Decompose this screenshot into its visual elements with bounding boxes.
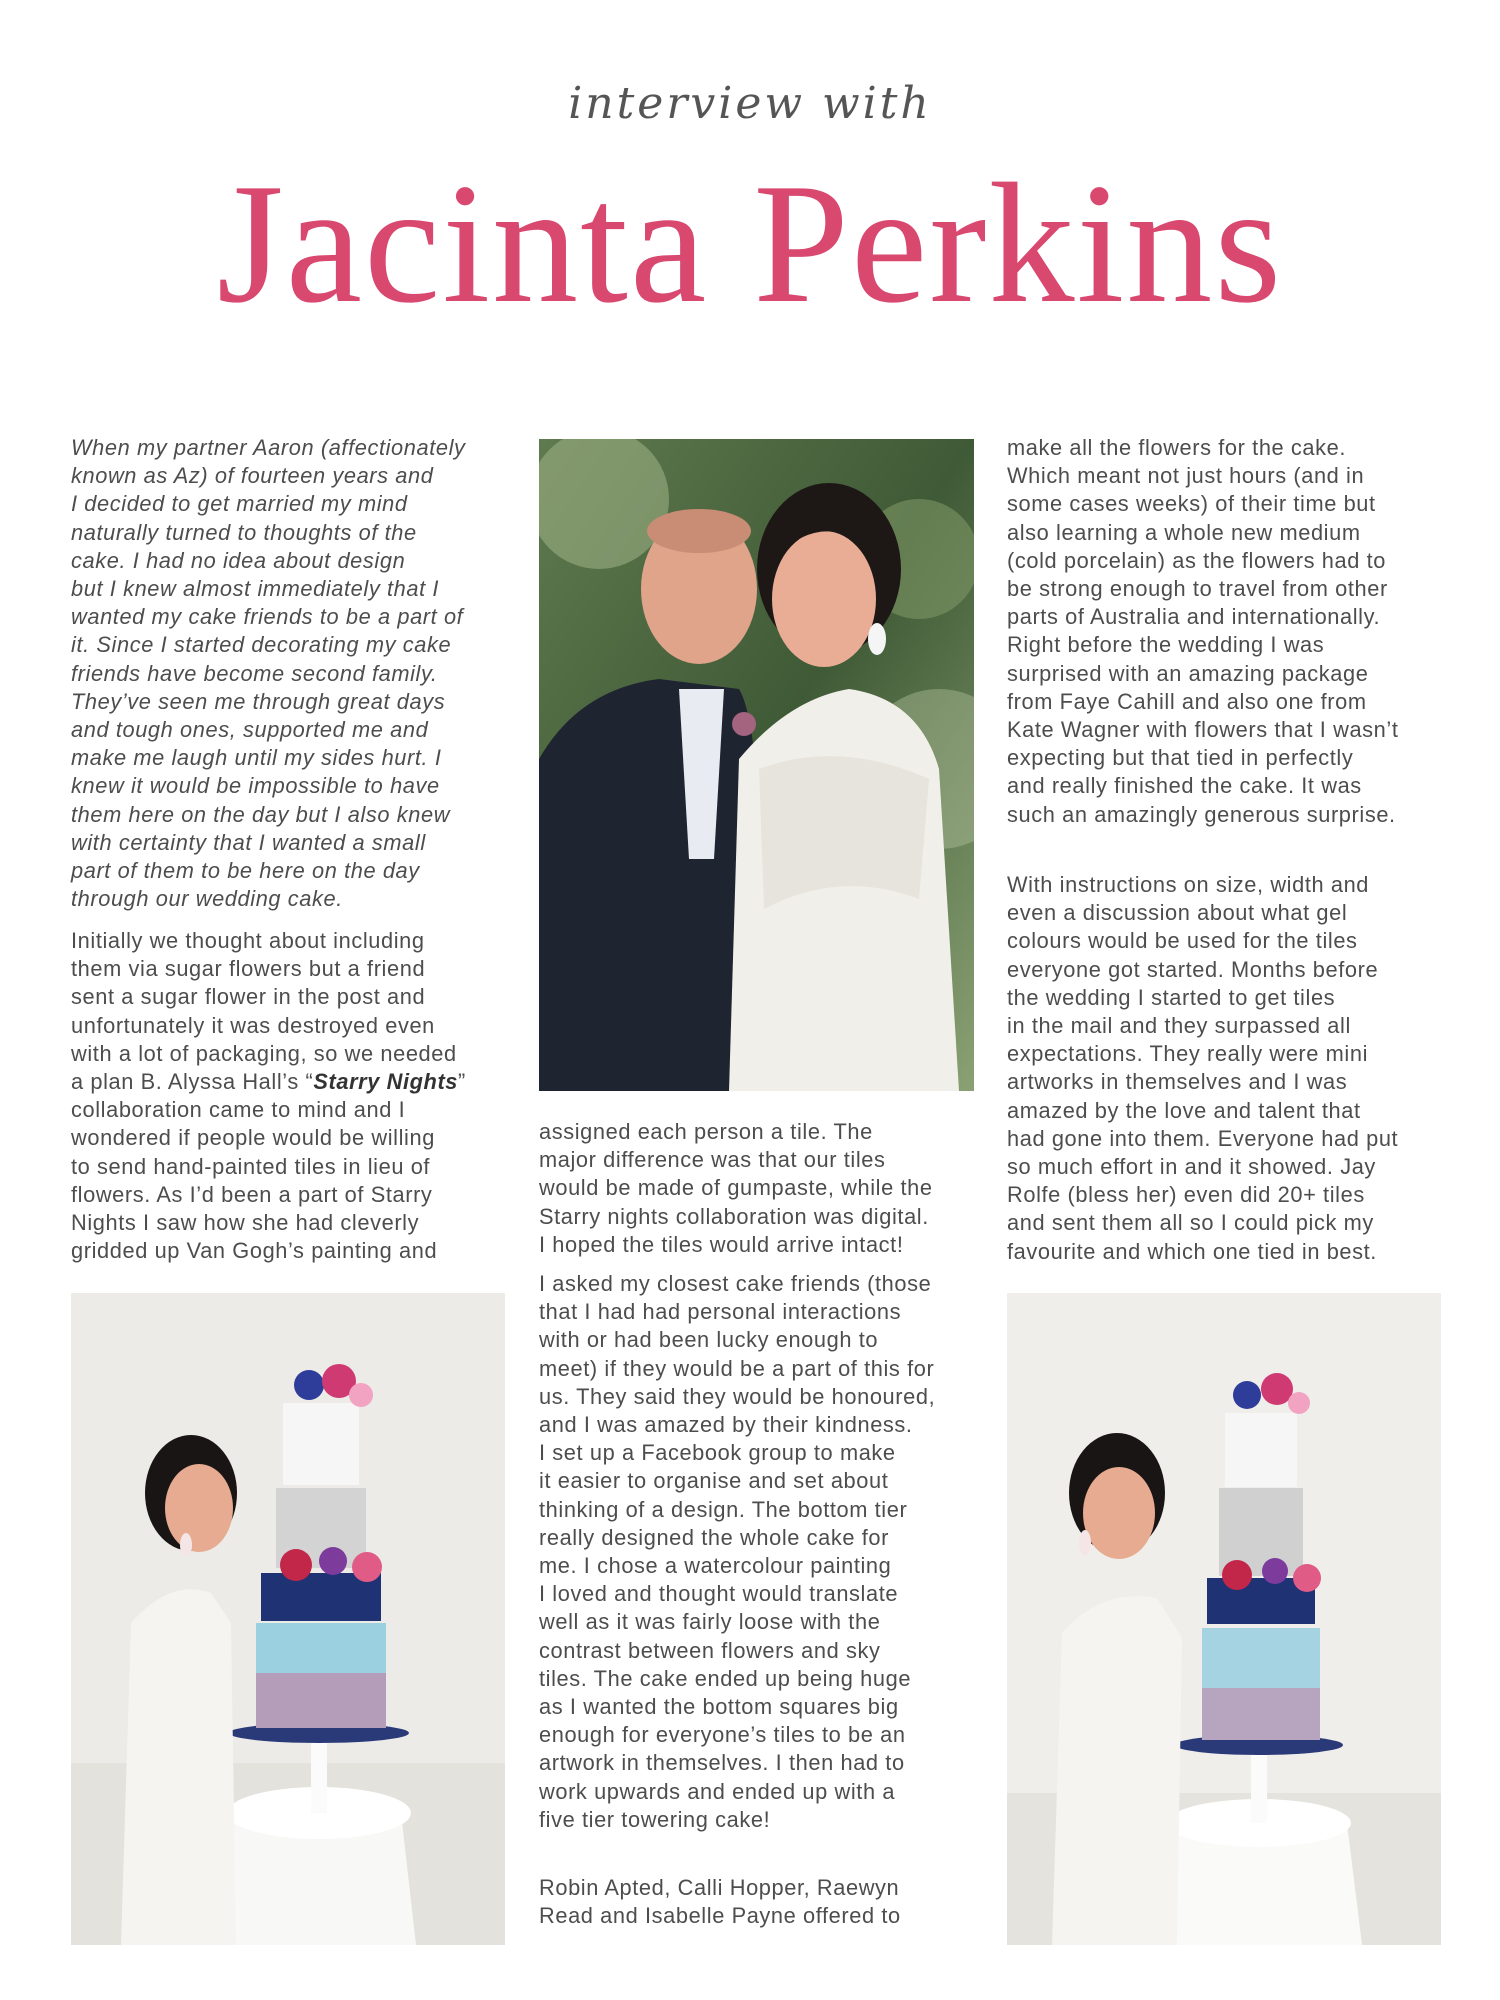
page-title: Jacinta Perkins: [216, 149, 1284, 339]
body-paragraph-6: With instructions on size, width and even a discussion about what gel colours would be used for the tiles everyone got started. Months before the wedding I started to get tiles in the mail and they surpassed all expectations. They really were mini artworks in themselves and I was amazed by the love and talent that had gone into them. Everyone had put so much effort in and it showed. Jay Rolfe (bless her) even did 20+ tiles and sent them all so I could pick my favourite and which one tied in best.: [1007, 872, 1399, 1264]
interview-kicker: interview with: [568, 78, 932, 129]
body-paragraph-5: make all the flowers for the cake. Which meant not just hours (and in some cases weeks) of their time but also learning a whole new medium (cold porcelain) as the flowers had to be strong enough to travel from other parts of Australia and internationally. Right before the wedding I was surprised with an amazing package from Faye Cahill and also one from Kate Wagner with flowers that I wasn’t expecting but that tied in perfectly and really finished the cake. It was such an amazingly generous surprise.: [1007, 435, 1399, 827]
cake-standing-photo: [1007, 1293, 1441, 1945]
body-paragraph-3: I asked my closest cake friends (those that I had had personal interactions with or had been lucky enough to meet) if they would be a part of this for us. They said they would be honoured, and I was amazed by their kindness. I set up a Facebook group to make it easier to organise and set about thinking of a design. The bottom tier really designed the whole cake for me. I chose a watercolour painting I loved and thought would translate well as it was fairly loose with the contrast between flowers and sky tiles. The cake ended up being huge as I wanted the bottom squares big enough for everyone’s tiles to be an artwork in themselves. I then had to work upwards and ended up with a five tier towering cake!: [539, 1271, 936, 1832]
body-paragraph-4: Robin Apted, Calli Hopper, Raewyn Read and Isabelle Payne offered to: [539, 1875, 901, 1929]
body-paragraph-2: assigned each person a tile. The major difference was that our tiles would be made of gumpaste, while the Starry nights collaboration was digital. I hoped the tiles would arrive intact!: [539, 1119, 933, 1257]
body-paragraph-1: [71, 927, 521, 1265]
body-paragraph-1-text-a: Initially we thought about including them via sugar flowers but a friend sent a sugar flower in the post and unfortunately it was destroyed even with a lot of packaging, so we needed a plan B. Alyssa Hall’s “: [71, 928, 457, 1095]
couple-photo: [539, 439, 974, 1091]
intro-paragraph: When my partner Aaron (affectionately known as Az) of fourteen years and I decided to get married my mind naturally turned to thoughts of the cake. I had no idea about design but I knew almost immediately that I wanted my cake friends to be a part of it. Since I started decorating my cake friends have become second family. They’ve seen me through great days and tough ones, supported me and make me laugh until my sides hurt. I knew it would be impossible to have them here on the day but I also knew with certainty that I wanted a small part of them to be here on the day through our wedding cake.: [71, 435, 466, 912]
starry-nights-emphasis: Starry Nights: [313, 1069, 459, 1095]
cake-kiss-photo: [71, 1293, 505, 1945]
body-paragraph-1-text-b: ” collaboration came to mind and I wondered if people would be willing to send hand-painted tiles in lieu of flowers. As I’d been a part of Starry Nights I saw how she had cleverly gridded up Van Gogh’s painting and: [71, 1069, 466, 1264]
